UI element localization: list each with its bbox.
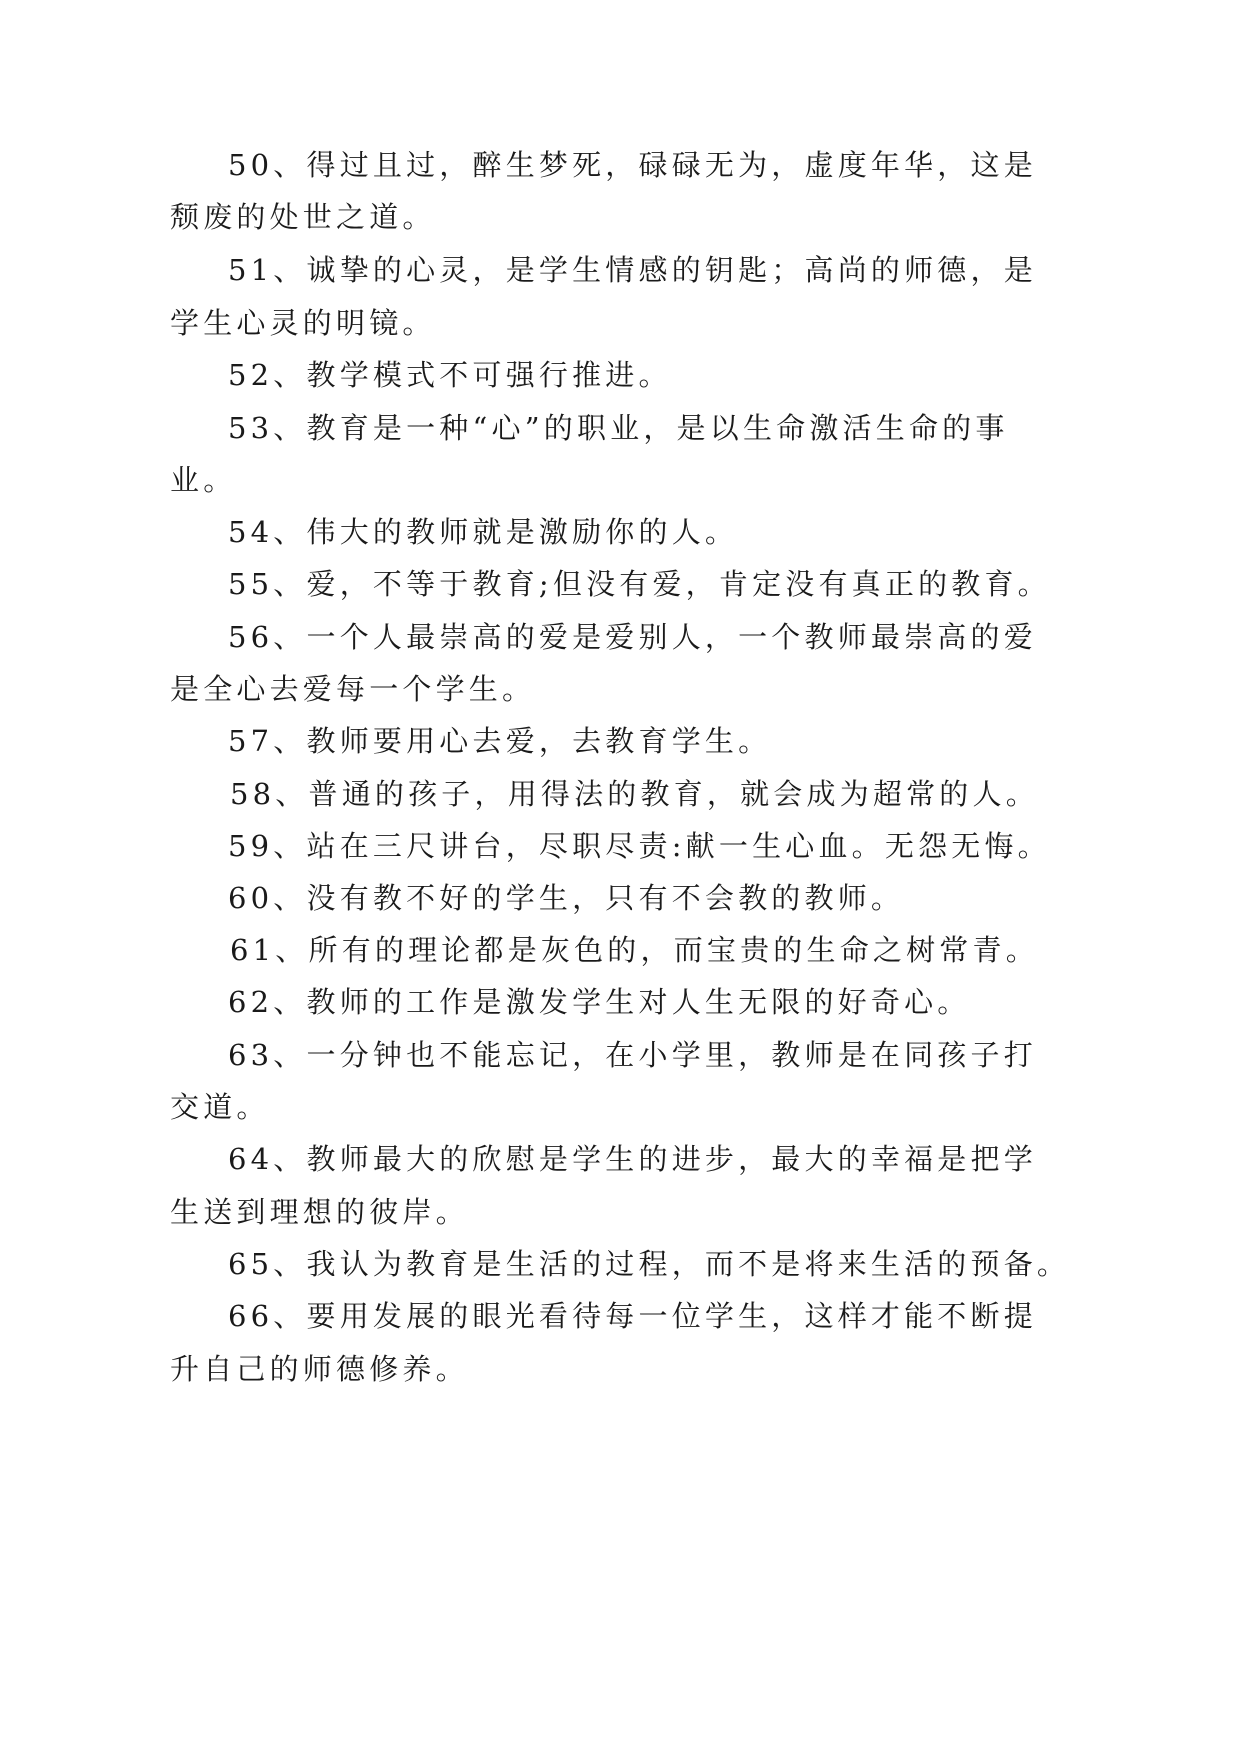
text-line-50-cont: 颓废的处世之道。 (170, 200, 436, 234)
text-line-54: 54、伟大的教师就是激励你的人。 (228, 515, 739, 549)
text-line-64-cont: 生送到理想的彼岸。 (170, 1195, 469, 1229)
text-line-53: 53、教育是一种“心”的职业，是以生命激活生命的事 (228, 411, 1009, 445)
text-line-55: 55、爱，不等于教育;但没有爱，肯定没有真正的教育。 (228, 567, 1051, 601)
text-line-65: 65、我认为教育是生活的过程，而不是将来生活的预备。 (228, 1247, 1071, 1281)
text-line-64: 64、教师最大的欣慰是学生的进步，最大的幸福是把学 (228, 1142, 1037, 1176)
text-line-56: 56、一个人最崇高的爱是爱别人，一个教师最崇高的爱 (228, 620, 1037, 654)
text-line-60: 60、没有教不好的学生，只有不会教的教师。 (228, 881, 905, 915)
text-line-66: 66、要用发展的眼光看待每一位学生，这样才能不断提 (228, 1299, 1037, 1333)
text-line-51-cont: 学生心灵的明镜。 (170, 306, 436, 340)
text-line-61: 61、所有的理论都是灰色的，而宝贵的生命之树常青。 (230, 933, 1039, 967)
text-line-59: 59、站在三尺讲台，尽职尽责:献一生心血。无怨无悔。 (228, 829, 1051, 863)
text-line-62: 62、教师的工作是激发学生对人生无限的好奇心。 (228, 985, 971, 1019)
text-line-52: 52、教学模式不可强行推进。 (228, 358, 672, 392)
text-line-58: 58、普通的孩子，用得法的教育，就会成为超常的人。 (230, 777, 1039, 811)
text-line-57: 57、教师要用心去爱，去教育学生。 (228, 724, 772, 758)
text-line-50: 50、得过且过，醉生梦死，碌碌无为，虚度年华，这是 (228, 148, 1037, 182)
text-line-53-cont: 业。 (170, 463, 237, 497)
text-line-63: 63、一分钟也不能忘记，在小学里，教师是在同孩子打 (228, 1038, 1037, 1072)
text-line-66-cont: 升自己的师德修养。 (170, 1352, 469, 1386)
text-line-56-cont: 是全心去爱每一个学生。 (170, 672, 536, 706)
text-line-63-cont: 交道。 (170, 1090, 270, 1124)
text-line-51: 51、诚挚的心灵，是学生情感的钥匙；高尚的师德，是 (228, 253, 1037, 287)
